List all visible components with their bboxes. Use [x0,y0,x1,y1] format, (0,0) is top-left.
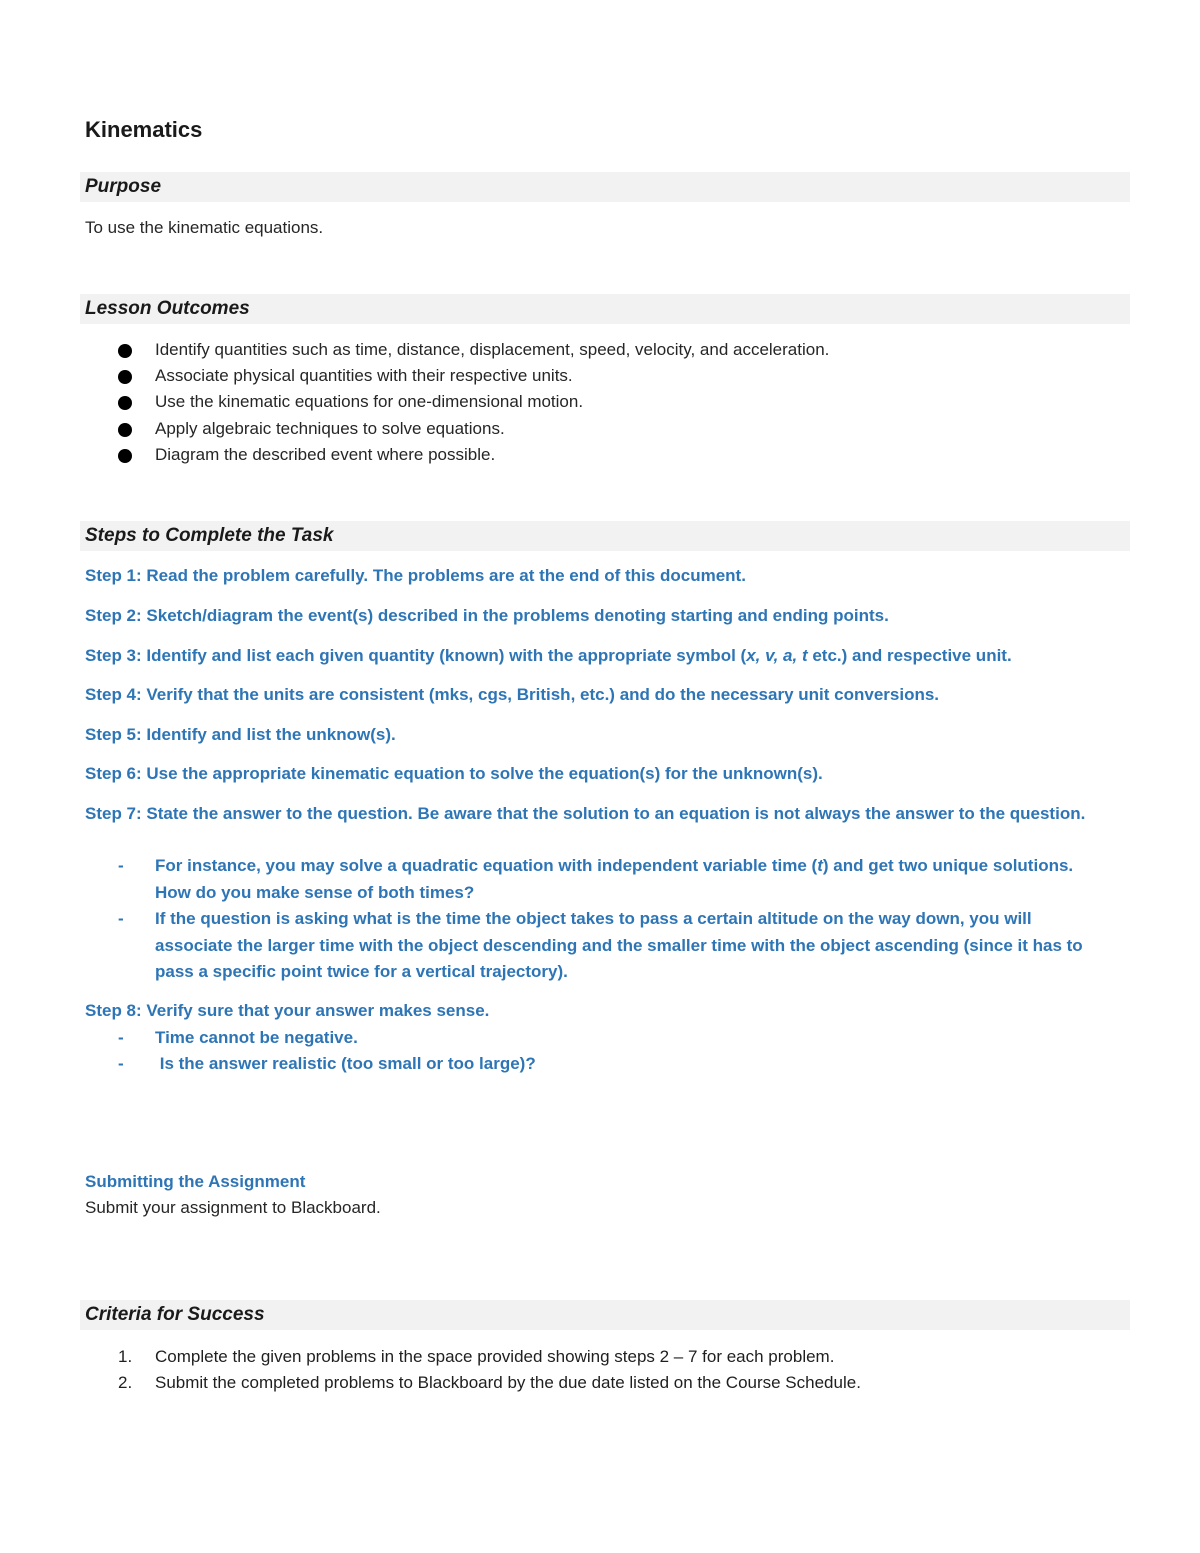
outcome-item: Use the kinematic equations for one-dimensional motion. [118,389,829,415]
step-7-subitem: - For instance, you may solve a quadratic equation with independent variable time (t) and get two unique solutions. How do you make sense of both times? [118,856,1074,902]
outcomes-list [118,337,829,468]
document-title: Kinematics [85,117,203,142]
outcome-item: Diagram the described event where possible. [118,442,829,468]
criteria-heading: Criteria for Success [85,1304,265,1325]
submitting-text: Submit your assignment to Blackboard. [85,1198,381,1217]
step-7: Step 7: State the answer to the question. Be aware that the solution to an equation is not always the answer to the question. [85,804,1086,823]
outcomes-heading: Lesson Outcomes [85,298,250,319]
submitting-heading: Submitting the Assignment [85,1172,306,1191]
step-6: Step 6: Use the appropriate kinematic equation to solve the equation(s) for the unknown(s). [85,764,823,783]
bullet-icon [118,370,132,384]
step-5: Step 5: Identify and list the unknow(s). [85,725,396,744]
purpose-heading: Purpose [85,176,162,197]
step-8-subitem: - Is the answer realistic (too small or too large)? [118,1054,536,1073]
bullet-icon [118,344,132,358]
criteria-list [118,1344,861,1396]
outcome-item: Associate physical quantities with their respective units. [118,363,829,389]
bullet-icon [118,396,132,410]
step-8-subitem: - Time cannot be negative. [118,1028,358,1047]
outcome-item: Apply algebraic techniques to solve equations. [118,416,829,442]
bullet-icon [118,423,132,437]
criteria-item: 2. Submit the completed problems to Blackboard by the due date listed on the Course Schedule. [118,1373,861,1393]
steps-heading: Steps to Complete the Task [85,525,334,546]
step-7-subitem: - If the question is asking what is the time the object takes to pass a certain altitude on the way down, you will associate the larger time with the object descending and the smaller time with the object ascending (since it has to pass a specific point twice for a vertical trajectory). [118,909,1083,981]
purpose-text: To use the kinematic equations. [85,218,324,237]
step-1: Step 1: Read the problem carefully. The problems are at the end of this document. [85,566,746,585]
step-4: Step 4: Verify that the units are consistent (mks, cgs, British, etc.) and do the necessary unit conversions. [85,685,940,704]
step-2: Step 2: Sketch/diagram the event(s) described in the problems denoting starting and ending points. [85,606,889,625]
criteria-item: 1. Complete the given problems in the space provided showing steps 2 – 7 for each problem. [118,1347,835,1366]
bullet-icon [118,449,132,463]
outcome-item: Identify quantities such as time, distance, displacement, speed, velocity, and acceleration. [118,337,829,363]
purpose-heading-bar [80,172,1130,202]
step-8: Step 8: Verify sure that your answer makes sense. [85,1001,490,1020]
step-3: Step 3: Identify and list each given quantity (known) with the appropriate symbol (x, v, a, t etc.) and respective unit. [85,646,1012,665]
